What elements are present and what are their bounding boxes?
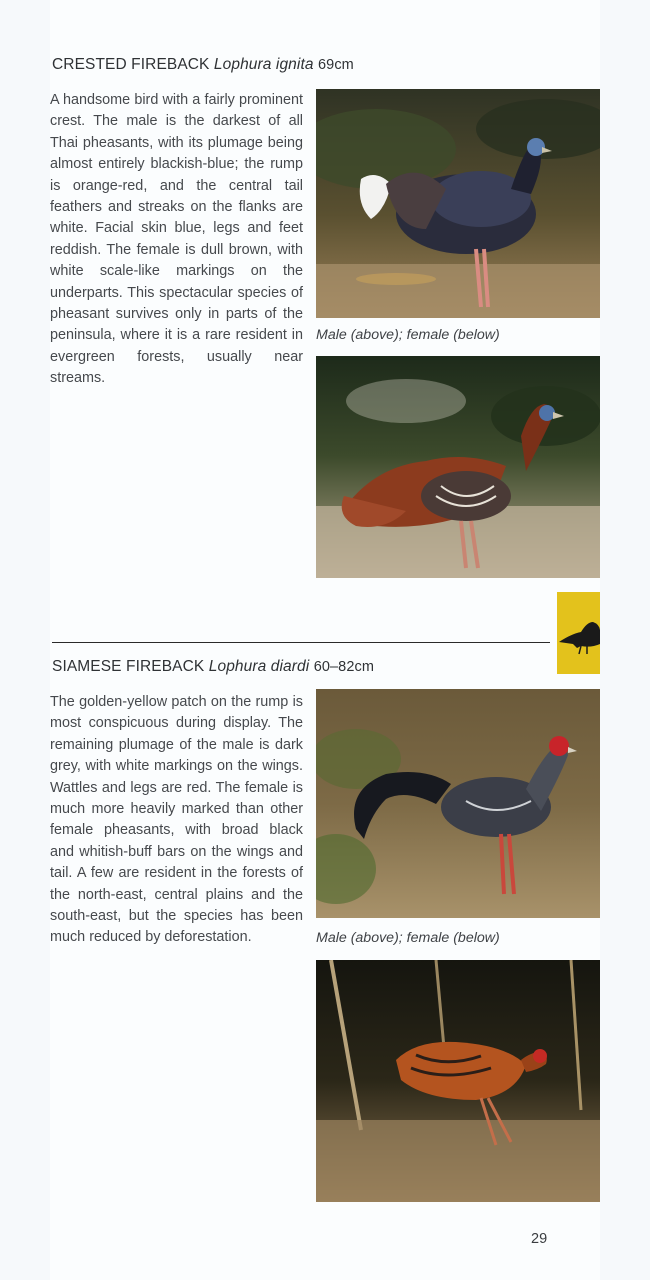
photo-siamese-fireback-female [316,960,600,1202]
species-description: The golden-yellow patch on the rump is most conspicuous during display. The remaining plumage of the male is dark grey, with white markings on the wings. Wattles and legs are red. The female is much more heavily marked than other female pheasants, with broad black and whitish-buff bars on the wings and tail. A few are resident in the forests of the north-east, central plains and the south-east, but the species has been much reduced by deforestation. [50,694,303,946]
section-tab [557,592,600,674]
species-heading-crested-fireback [52,56,354,74]
photo-caption: Male (above); female (below) [316,930,500,946]
size-label: 60–82cm [313,659,375,675]
photo-crested-fireback-male [316,89,600,318]
scientific-name: Lophura ignita [213,56,314,73]
scientific-name: Lophura diardi [208,658,310,675]
species-divider [52,642,550,643]
species-heading-siamese-fireback [52,658,374,676]
bird-silhouette-icon [557,592,600,674]
photo-crested-fireback-female [316,356,600,578]
photo-siamese-fireback-male [316,689,600,918]
species-description: A handsome bird with a fairly prominent crest. The male is the darkest of all Thai pheasants, with its plumage being almost entirely blackish-blue; the rump is orange-red, and the central tail feathers and streaks on the flanks are white. Facial skin blue, legs and feet reddish. The female is dull brown, with white scale-like markings on the underparts. This spectacular species of pheasant survives only in parts of the peninsula, where it is a rare resident in evergreen forests, usually near streams. [50,92,303,387]
page-number: 29 [531,1231,548,1247]
size-label: 69cm [318,57,354,73]
photo-caption: Male (above); female (below) [316,327,500,343]
common-name: CRESTED FIREBACK [52,56,210,73]
common-name: SIAMESE FIREBACK [52,658,205,675]
